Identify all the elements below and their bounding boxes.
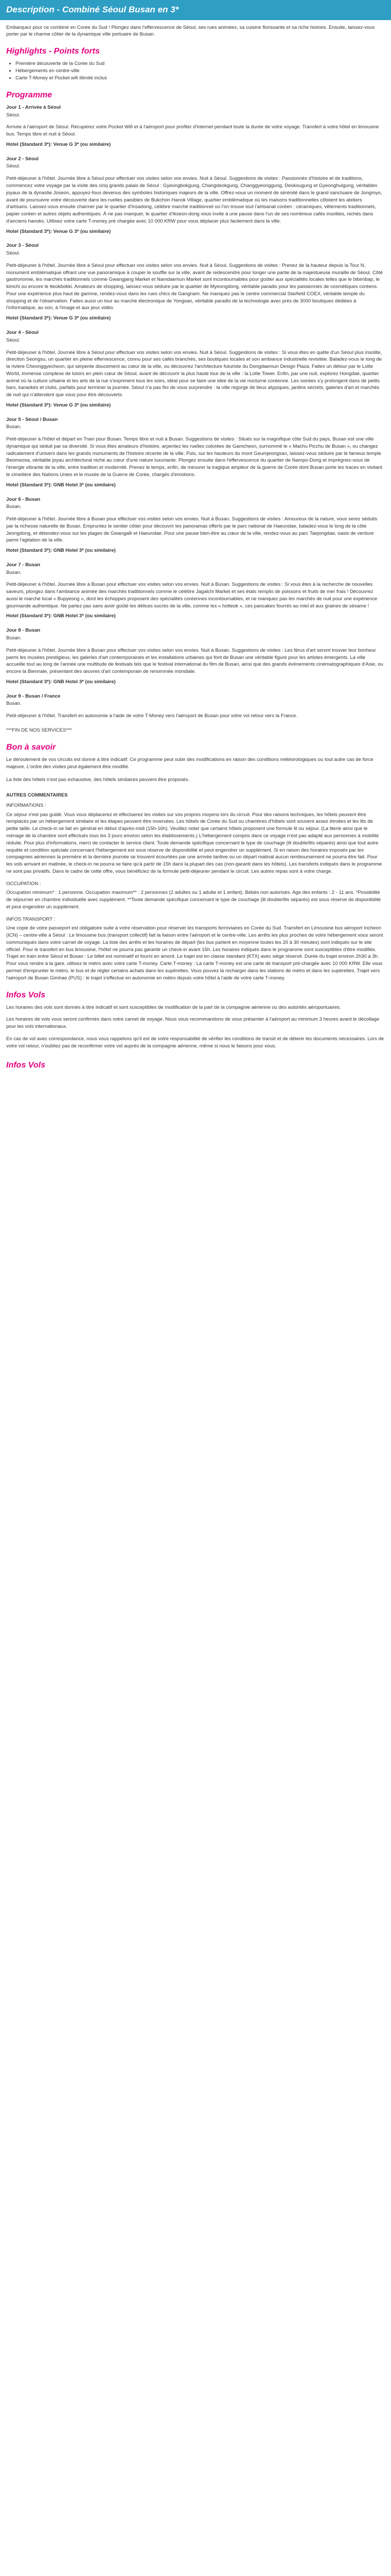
highlights-heading: Highlights - Points forts xyxy=(6,47,100,56)
day-block-7 xyxy=(0,562,391,620)
info-label: INFORMATIONS : xyxy=(6,802,46,808)
day-hotel: Hotel (Standard 3*): GNB Hotel 3* (ou similaire) xyxy=(6,613,116,619)
page xyxy=(0,0,391,1071)
flights-paragraph: Les horaires des vols sont donnés à titre indicatif et sont susceptibles de modification de la part de la compagnie aérienne ou des autorités aéroportuaires. xyxy=(6,1004,341,1010)
day-location: Busan. xyxy=(6,569,22,575)
highlight-item: • Première découverte de la Corée du Sud xyxy=(15,60,391,67)
flights-footer-heading: Infos Vols xyxy=(6,1060,45,1070)
good-to-know-section xyxy=(0,756,391,982)
day-description: Petit-déjeuner à l'hôtel. Journée libre à Séoul pour effectuer vos visites selon vos envies. Nuit à Séoul. Suggestions de visites : Prenez de la hauteur depuis la Tour N, monument emblématique offrant une vue panoramique à couper le souffle sur la ville, avant de redescendre pour longer une partie de la majestueuse muraille de Séoul. Côté gastronomie, les marchés traditionnels comme Gwangjang Market et Namdaemun Market sont incontournables pour goûter aux spécialités locales telles que le bibimbap, le kimchi ou encore le tteokbokki. Amateurs de shopping, laissez-vous séduire par le quartier de Myeongdong, véritable paradis pour les passionnés de cosmétiques coréens. Pour une expérience plus haut de gamme, rendez-vous dans les rues chics de Gangnam. Ne manquez pas le centre commercial Starfield COEX, véritable temple du shopping et de l'observation. Faites aussi un tour au marché électronique de Yongsan, véritable paradis de la technologie avec près de 3000 boutiques dédiées à l'informatique, au son, à l'image et aux jeux vidéo. xyxy=(6,262,383,311)
day-description: Petit-déjeuner à l'hôtel. Journée libre à Busan pour effectuer vos visites selon vos envies. Nuit à Busan. Suggestions de visites : Si vous êtes à la recherche de nouvelles saveurs, plongez dans l'ambiance animée des marchés traditionnels comme le célèbre Jagalchi Market et ses étals remplis de poissons et fruits de mer frais ! Découvrez aussi le marché local « Bupyeong », dont les échoppes proposent des spécialités coréennes incontournables, et ne manquez pas les marchés de nuit pour une expérience gourmande authentique. Ne partez pas sans avoir goûté les délices sucrés de la ville, comme les « hotteok », ces pancakes fourrés au miel et aux graines de sésame ! xyxy=(6,582,378,609)
day-description: Petit-déjeuner à l'hôtel. Journée libre à Busan pour effectuer vos visites selon vos envies. Nuit à Busan. Suggestions de visites : Amoureux de la nature, vous serez séduits par la richesse naturelle de Busan. Empruntez le sentier côtier pour découvrir les panoramas offerts par le parc national de Haeundae, baladez-vous le long de la côte Jeongdong, et détendez-vous sur les plages de Gwangalli et Haeundae. Pour une pause bien-être au cœur de la ville, rendez-vous au parc Taejongdae, oasis de verdure parmi l'agitation de la ville. xyxy=(6,516,378,544)
day-title: Jour 9 - Busan / France xyxy=(6,693,61,699)
good-to-know-paragraph: La liste des hôtels n'est pas exhaustive, des hôtels similaires peuvent être proposés. xyxy=(6,777,190,783)
day-location: Séoul. xyxy=(6,163,20,170)
highlights-list xyxy=(0,60,391,81)
day-title: Jour 1 - Arrivée à Séoul xyxy=(6,104,61,110)
day-title: Jour 7 - Busan xyxy=(6,562,40,568)
day-block-8 xyxy=(0,627,391,685)
day-title: Jour 2 - Séoul xyxy=(6,156,39,162)
occupation-text: Occupation minimum* : 1 personne. Occupation maximum** : 2 personnes (2 adultes ou 1 adulte et 1 enfant). Bébés non autorisés. Age des enfants : 2 - 11 ans. *Possibilité de séjourner en chambre individuelle avec supplément. **Toute demande spécifique concernant le type de couchage (lit double/lits séparés) est sous réserve de disponibilité et peut engendrer un supplément. xyxy=(6,890,381,910)
day-block-9 xyxy=(0,693,391,720)
info-text: Ce séjour n'est pas guidé. Vous vous déplacerez et effectuerez les visites sur vos propres moyens lors du circuit. Pour des raisons techniques, les hôtels peuvent être remplacés par un hébergement similaire et les étapes peuvent être inversées. Les hôtels de Corée du Sud ou chambres d'hôtels sont souvent assez étroites et les lits de petite taille. Le check-in se fait en général en début d'après-midi (15h-16h). Veuillez noter que certains hôtels proposent une formule lit ou séjour. (La literie ainsi que le ménage de la chambre sont effectués tous les 3 jours environ selon les établissements.) L'hébergement compris dans ce voyage n'est pas adapté aux personnes à mobilité réduite. Pour plus d'informations, merci de contacter le service client. Toute demande spécifique concernant le type de couchage (lit double/lits séparés) ainsi que tout autre requête et condition spéciale concernant l'hébergement est sous réserve de disponibilité et peut engendrer un supplément. Si en raison des horaires imposés par les compagnies aériennes la première et la dernière journée se trouvent écourtées par une arrivée tardive ou un départ matinal aucun remboursement ne pourra être fait. Pour les vols arrivant en matinée, le check-in ne pourra se faire qu'à partir de 15h dans la plupart des cas (non-garanti dans les hôtels). Les transferts indiqués dans le programme ne sont pas privatifs. Dans le cadre de cette offre, vous bénéficiez de la formule petit-déjeuner pendant le circuit. Les autres repas sont à votre charge. xyxy=(6,811,382,874)
flights-paragraph: Les horaires de vols vous seront confirmés dans votre carnet de voyage. Nous vous recommandons de vous présenter à l'aéroport au minimum 3 heures avant le décollage pour les vols internationaux. xyxy=(6,1016,380,1030)
day-hotel: Hotel (Standard 3*): Venue G 3* (ou similaire) xyxy=(6,402,111,408)
end-of-services-note: ***FIN DE NOS SERVICES*** xyxy=(6,727,72,733)
flights-section xyxy=(0,1004,391,1050)
day-description: Arrivée à l'aéroport de Séoul. Récupérez votre Pocket Wifi et à l'aéroport pour profiter d'internet pendant toute la durée de votre voyage. Transfert à votre hôtel en limousine bus. Temps libre et nuit à Séoul. xyxy=(6,124,379,138)
occupation-label: OCCUPATION : xyxy=(6,880,41,887)
good-to-know-paragraph: Le déroulement de vos circuits est donné à titre indicatif. Ce programme peut subir des modifications en raison des conditions météorologiques ou tout autre cas de force majeure. L'ordre des visites peut également être modifié. xyxy=(6,756,373,770)
day-block-6 xyxy=(0,496,391,554)
day-description: Petit-déjeuner à l'hôtel. Journée libre à Séoul pour effectuer vos visites selon vos envies. Nuit à Séoul. Suggestions de visites : Si vous êtes en quête d'un Séoul plus insolite, direction Seongsu, un quartier en pleine effervescence, connu pour ses cafés branchés, ses boutiques locales et son ambiance industrielle revisitée. Baladez-vous le long de la rivière Cheonggyecheon, qui serpente doucement au cœur de la ville, ou découvrez l'architecture futuriste du Dongdaemun Design Plaza. Faites un détour par le Lotte World, immense complexe de loisirs en plein cœur de Séoul, avant de découvrir la plus haute tour de la ville : la Lotte Tower. Enfin, par une nuit, explorez Hongdae, quartier animé où la culture urbaine et les arts de la rue s'expriment tous les soirs, idéal pour se faire une idée de la vie nocturne coréenne. Les soirées s'y prolongent dans de petits bars, karaokés et clubs, parfaits pour terminer la journée. Séoul n'a pas fini de vous surprendre : la ville regorge de lieux atypiques, jardins secrets, galeries d'art et marchés de nuit qui n'attendent que vous pour être découverts. xyxy=(6,349,382,398)
day-block-1 xyxy=(0,104,391,148)
day-block-3 xyxy=(0,242,391,322)
day-hotel: Hotel (Standard 3*): GNB Hotel 3* (ou similaire) xyxy=(6,679,116,685)
day-location: Séoul. xyxy=(6,337,20,343)
program-heading: Programme xyxy=(6,90,52,99)
day-hotel: Hotel (Standard 3*): GNB Hotel 3* (ou similaire) xyxy=(6,548,116,554)
other-comments-heading: AUTRES COMMENTAIRES xyxy=(6,792,68,799)
day-description: Petit-déjeuner à l'hôtel. Transfert en autonomie à l'aide de votre T-Money vers l'aéroport de Busan pour votre vol retour vers la France. xyxy=(6,713,298,719)
page-title: Description - Combiné Séoul Busan en 3* xyxy=(0,0,391,20)
day-title: Jour 8 - Busan xyxy=(6,628,40,634)
flights-paragraph: En cas de vol avec correspondance, nous vous rappelons qu'il est de votre responsabilité de vérifier les conditions de transit et de détenir les documents nécessaires. Lors de votre vol retour, n'oubliez pas de reconfirmer votre vol auprès de la compagnie aérienne, même si nous le faisons pour vous. xyxy=(6,1036,384,1049)
day-hotel: Hotel (Standard 3*): Venue G 3* (ou similaire) xyxy=(6,141,111,147)
highlight-item: • Hébergements en centre-ville xyxy=(15,67,391,75)
day-block-4 xyxy=(0,329,391,409)
transport-text: Une copie de votre passeport est obligatoire suite à votre réservation pour réserver les transports ferroviaires en Corée du Sud. Transfert en Limousine bus aéroport Incheon (ICN) – centre-ville à Séoul : Le limousine bus (transport collectif) fait la liaison entre l'aéroport et le centre-ville. Les arrêts les plus proches de votre hébergement vous seront communiqués dans votre carnet de voyage. La liste des arrêts et les horaires de départ (les bus partent en moyenne toutes les 20 à 30 minutes) sont indiqués sur le site officiel. Pour le transfert en bus limousine, l'hôtel ne pourra pas garantir un check-in avant 15h. Les horaires indiqués dans le programme sont susceptibles d'être modifiés. Trajet en train entre Séoul et Busan : Le billet est nominatif et fourni en amont. Le trajet est en classe standard (KTX) avec siège réservé. Durée du trajet environ 2h30 à 3h. Pour vous rendre à la gare, utilisez le métro avec votre carte T-money. Carte T-money : La carte T-money est une carte de transport pré-chargée avec 10 000 KRW. Elle vous permet d'emprunter le métro, le bus et de régler certains achats dans les supérettes. Vous pouvez la recharger dans les stations de métro et dans les supérettes. Trajet vers l'aéroport de Busan Gimhae (PUS) : le trajet s'effectue en autonomie en métro depuis votre hôtel à l'aide de votre carte T-money. xyxy=(6,925,383,981)
day-description: Petit-déjeuner à l'hôtel. Journée libre à Séoul pour effectuer vos visites selon vos envies. Nuit à Séoul. Suggestions de visites : Passionnés d'histoire et de traditions, commencez votre voyage par la visite des cinq grands palais de Séoul : Gyeongbokgung, Changdeokgung, Changgyeonggung, Deoksugung et Gyeonghuigung, véritables joyaux de la dynastie Joseon, appuyez-fous devenus des symboles historiques majeurs de la ville. Offrez-vous un moment de sérénité dans le grand sanctuaire de Jongmyo, avant de poursuivre votre découverte dans les ruelles paisibles de Bukchon Hanok Village, quartier emblématique où les maisons traditionnelles côtoient les ateliers d'artisans. Laissez-vous ensuite charmer par le quartier d'Insadong, célèbre marché traditionnel où l'on trouve tout l'artisanat coréen : céramiques, vêtements traditionnels, papier coréen et autres objets authentiques. À ne pas manquer, le quartier d'Ikseon-dong vous invite à une pause dans l'un de ses nombreux cafés insolites, nichés dans d'anciens hanoks. Utilisez votre carte T-money pré chargée avec 10 000 KRW pour vous déplacer plus facilement dans la ville. xyxy=(6,176,382,224)
day-title: Jour 3 - Séoul xyxy=(6,243,39,249)
day-title: Jour 5 - Séoul / Busan xyxy=(6,416,58,422)
day-location: Busan. xyxy=(6,701,22,707)
flights-heading: Infos Vols xyxy=(6,990,45,999)
transport-label: INFOS TRANSPORT : xyxy=(6,916,56,922)
day-location: Busan. xyxy=(6,504,22,510)
day-hotel: Hotel (Standard 3*): GNB Hotel 3* (ou similaire) xyxy=(6,482,116,488)
day-location: Séoul. xyxy=(6,250,20,257)
day-location: Séoul. xyxy=(6,112,20,118)
intro-text: Embarquez pour ce combiné en Corée du Sud ! Plongez dans l'effervescence de Séoul, ses rues animées, sa cuisine florissante et sa riche histoire. Ensuite, laissez-vous porter par le charme côtier de la dynamique ville portuaire de Busan. xyxy=(6,24,375,38)
day-location: Busan. xyxy=(6,635,22,641)
day-title: Jour 6 - Busan xyxy=(6,496,40,502)
day-hotel: Hotel (Standard 3*): Venue G 3* (ou similaire) xyxy=(6,315,111,321)
good-to-know-heading: Bon à savoir xyxy=(6,742,56,752)
day-description: Petit-déjeuner à l'hôtel et départ en Train pour Busan. Temps libre et nuit à Busan. Suggestions de visites : Situés sur la magnifique côte Sud du pays, Busan est une ville dynamique qui séduit par sa diversité. Si vous êtes amateurs d'histoire, arpentez les ruelles colorées de Gamcheon, surnommé le « Machu Picchu de Busan », ou changez radicalement d'univers dans les grands monuments de l'histoire récente de la ville. Puis, sur les hauteurs du mont Geumjeongsan, laissez-vous séduire par le fameux temple Beomeosa, véritable joyau architectural niché au cœur d'une nature luxuriante. Plongez ensuite dans l'effervescence du quartier de Nampo-Dong et imprégnez-vous de l'énergie vibrante de la ville, entre tradition et modernité. Prenez le temps, enfin, de mesurer la tragique ampleur de la guerre de Corée dont Busan porte les traces en visitant le cimetière des Nations Unies et le musée de la Guerre de Corée, chargés d'émotions. xyxy=(6,436,382,478)
day-block-2 xyxy=(0,156,391,235)
day-block-5 xyxy=(0,416,391,489)
day-hotel: Hotel (Standard 3*): Venue G 3* (ou similaire) xyxy=(6,228,111,234)
day-description: Petit-déjeuner à l'hôtel. Journée libre à Busan pour effectuer vos visites selon vos envies. Nuit à Busan. Suggestions de visites : Les férus d'art seront trouver leur bonheur parmi les musées prestigieux, les galeries d'art contemporaines et les installations urbaines qui font de Busan une véritable figure pour les artistes émergents. La ville accueille tout au long de l'année une multitude de festivals tels que le festival international du film de Busan, ainsi que des grands événements cinématographiques d'Asie, ou encore la Biennale, présentant des œuvres d'art contemporain de renommée mondiale. xyxy=(6,647,383,675)
day-location: Busan. xyxy=(6,424,22,430)
highlight-item: • Carte T-Money et Pocket wifi illimité inclus xyxy=(15,75,391,82)
day-title: Jour 4 - Séoul xyxy=(6,329,39,335)
